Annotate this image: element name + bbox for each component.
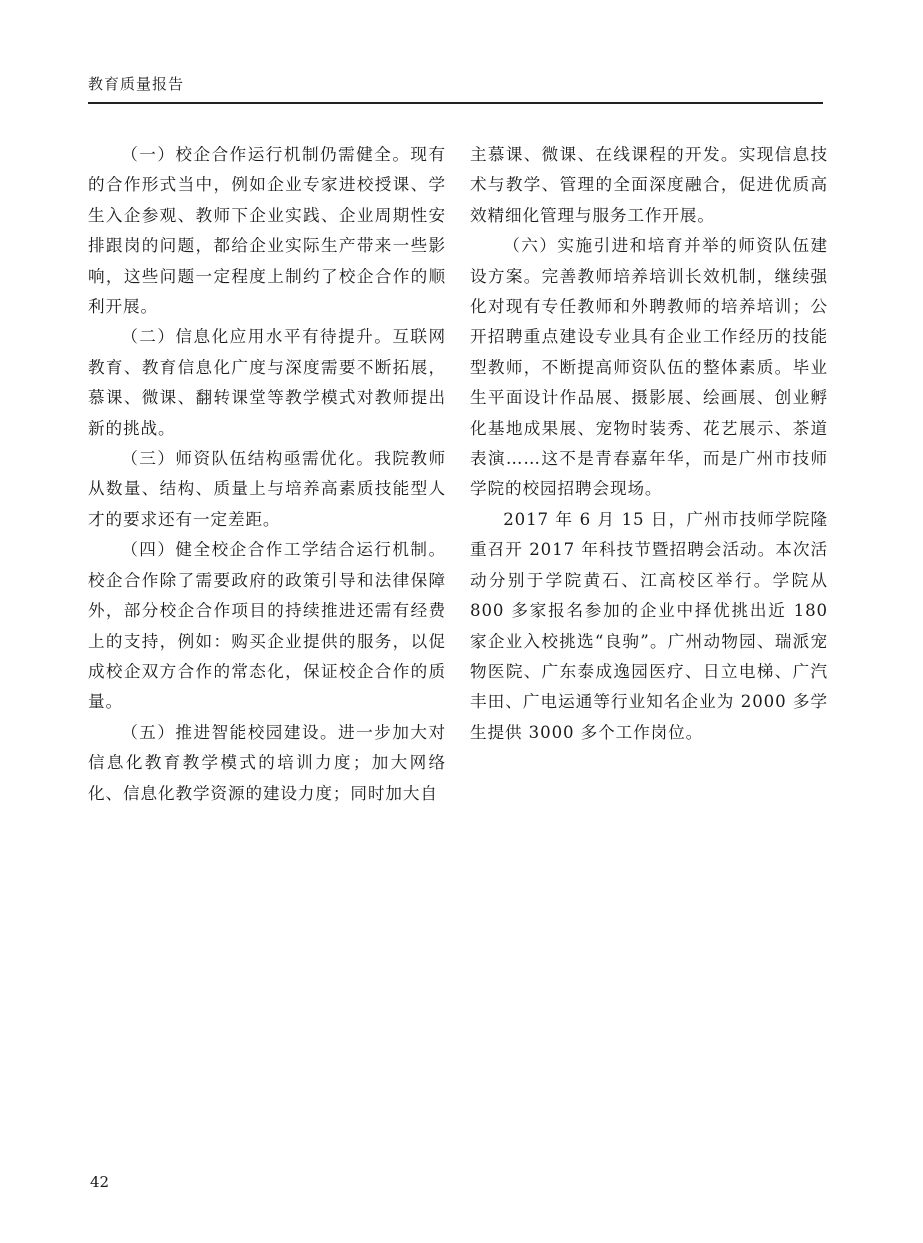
page-number: 42	[90, 1173, 110, 1191]
paragraph-5: （五）推进智能校园建设。进一步加大对信息化教育教学模式的培训力度；加大网络化、信息化教学资源的建设力度；同时加大自	[88, 722, 446, 803]
right-column	[470, 140, 828, 748]
paragraph-2: （二）信息化应用水平有待提升。互联网教育、教育信息化广度与深度需要不断拓展，慕课、微课、翻转课堂等教学模式对教师提出新的挑战。	[88, 327, 446, 438]
paragraph-6: （六）实施引进和培育并举的师资队伍建设方案。完善教师培养培训长效机制，继续强化对现有专任教师和外聘教师的培养培训；公开招聘重点建设专业具有企业工作经历的技能型教师，不断提高师资队伍的整体素质。毕业生平面设计作品展、摄影展、绘画展、创业孵化基地成果展、宠物时装秀、花艺展示、茶道表演……这不是青春嘉年华，而是广州市技师学院的校园招聘会现场。	[470, 236, 828, 499]
paragraph-1: （一）校企合作运行机制仍需健全。现有的合作形式当中，例如企业专家进校授课、学生入企参观、教师下企业实践、企业周期性安排跟岗的问题，都给企业实际生产带来一些影响，这些问题一定程度上制约了校企合作的顺利开展。	[88, 145, 446, 317]
paragraph-3: （三）师资队伍结构亟需优化。我院教师从数量、结构、质量上与培养高素质技能型人才的要求还有一定差距。	[88, 449, 446, 529]
running-header	[88, 74, 823, 104]
header-title: 教育质量报告	[88, 75, 185, 93]
paragraph-7: 2017 年 6 月 15 日，广州市技师学院隆重召开 2017 年科技节暨招聘会活动。本次活动分别于学院黄石、江高校区举行。学院从 800 多家报名参加的企业中择优挑出近 180 家企业入校挑选“良驹”。广州动物园、瑞派宠物医院、广东泰成逸园医疗、日立电梯、广汽丰田、广电运通等行业知名企业为 2000 多学生提供 3000 多个工作岗位。	[470, 509, 828, 742]
paragraph-5-continuation: 主慕课、微课、在线课程的开发。实现信息技术与教学、管理的全面深度融合，促进优质高效精细化管理与服务工作开展。	[470, 145, 828, 225]
paragraph-4: （四）健全校企合作工学结合运行机制。校企合作除了需要政府的政策引导和法律保障外，部分校企合作项目的持续推进还需有经费上的支持，例如：购买企业提供的服务，以促成校企双方合作的常态化，保证校企合作的质量。	[88, 540, 446, 712]
left-column	[88, 140, 446, 809]
